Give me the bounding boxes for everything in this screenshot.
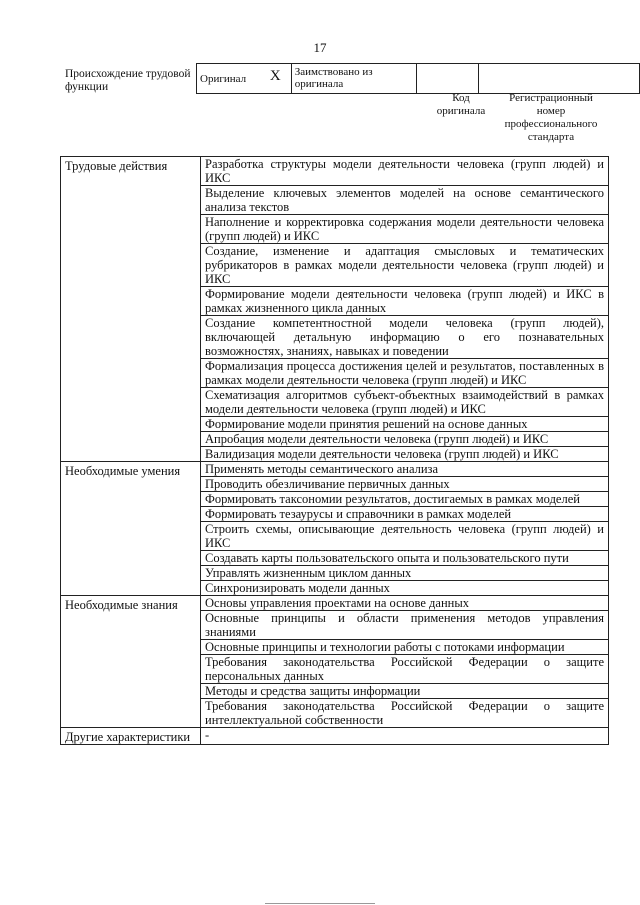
section-item: Валидизация модели деятельности человека (групп людей) и ИКС	[201, 447, 609, 462]
table-row	[61, 462, 609, 477]
labor-function-table	[60, 156, 609, 745]
origin-original-mark: X	[269, 68, 281, 84]
section-label: Другие характеристики	[61, 728, 201, 745]
section-item: Формализация процесса достижения целей и результатов, поставленных в рамках модели деятельности человека (групп людей) и ИКС	[201, 359, 609, 388]
section-label: Трудовые действия	[61, 157, 201, 462]
section-item: Наполнение и корректировка содержания модели деятельности человека (групп людей) и ИКС	[201, 215, 609, 244]
section-item: -	[201, 728, 609, 745]
section-item: Основы управления проектами на основе данных	[201, 596, 609, 611]
section-item: Создавать карты пользовательского опыта и пользовательского пути	[201, 551, 609, 566]
table-row	[61, 596, 609, 611]
section-item: Формировать таксономии результатов, достигаемых в рамках моделей	[201, 492, 609, 507]
table-row	[61, 157, 609, 186]
section-item: Управлять жизненным циклом данных	[201, 566, 609, 581]
section-item: Выделение ключевых элементов моделей на основе семантического анализа текстов	[201, 186, 609, 215]
section-item: Основные принципы и технологии работы с потоками информации	[201, 640, 609, 655]
section-item: Формирование модели деятельности человека (групп людей) и ИКС в рамках жизненного цикла данных	[201, 287, 609, 316]
section-label: Необходимые знания	[61, 596, 201, 728]
table-row	[61, 728, 609, 745]
section-item: Создание, изменение и адаптация смысловых и тематических рубрикаторов в рамках модели деятельности человека (групп людей) и ИКС	[201, 244, 609, 287]
origin-original-label: Оригинал	[200, 72, 247, 85]
origin-original-cell	[197, 64, 292, 94]
page-number: 17	[313, 40, 327, 55]
section-item: Формировать тезаурусы и справочники в рамках моделей	[201, 507, 609, 522]
section-item: Требования законодательства Российской Федерации о защите интеллектуальной собственности	[201, 699, 609, 728]
origin-label: Происхождение трудовой функции	[65, 68, 191, 93]
section-item: Синхронизировать модели данных	[201, 581, 609, 596]
origin-table	[196, 63, 640, 94]
section-item: Требования законодательства Российской Федерации о защите персональных данных	[201, 655, 609, 684]
origin-borrowed-cell: Заимствовано из оригинала	[291, 64, 417, 94]
section-item: Разработка структуры модели деятельности человека (групп людей) и ИКС	[201, 157, 609, 186]
code-caption: Код оригинала	[436, 92, 486, 117]
section-item: Методы и средства защиты информации	[201, 684, 609, 699]
section-item: Апробация модели деятельности человека (групп людей) и ИКС	[201, 432, 609, 447]
section-item: Схематизация алгоритмов субъект-объектных взаимодействий в рамках модели деятельности человека (групп людей) и ИКС	[201, 388, 609, 417]
section-label: Необходимые умения	[61, 462, 201, 596]
section-item: Применять методы семантического анализа	[201, 462, 609, 477]
section-item: Проводить обезличивание первичных данных	[201, 477, 609, 492]
section-item: Формирование модели принятия решений на основе данных	[201, 417, 609, 432]
section-item: Основные принципы и области применения методов управления знаниями	[201, 611, 609, 640]
reg-caption: Регистрационный номер профессионального стандарта	[504, 92, 598, 143]
origin-reg-cell	[478, 64, 639, 94]
origin-code-cell	[417, 64, 478, 94]
section-item: Создание компетентностной модели человека (групп людей), включающей детальную информацию о его познавательных возможностях, знаниях, навыках и поведении	[201, 316, 609, 359]
bottom-rule	[265, 903, 375, 904]
section-item: Строить схемы, описывающие деятельность человека (групп людей) и ИКС	[201, 522, 609, 551]
